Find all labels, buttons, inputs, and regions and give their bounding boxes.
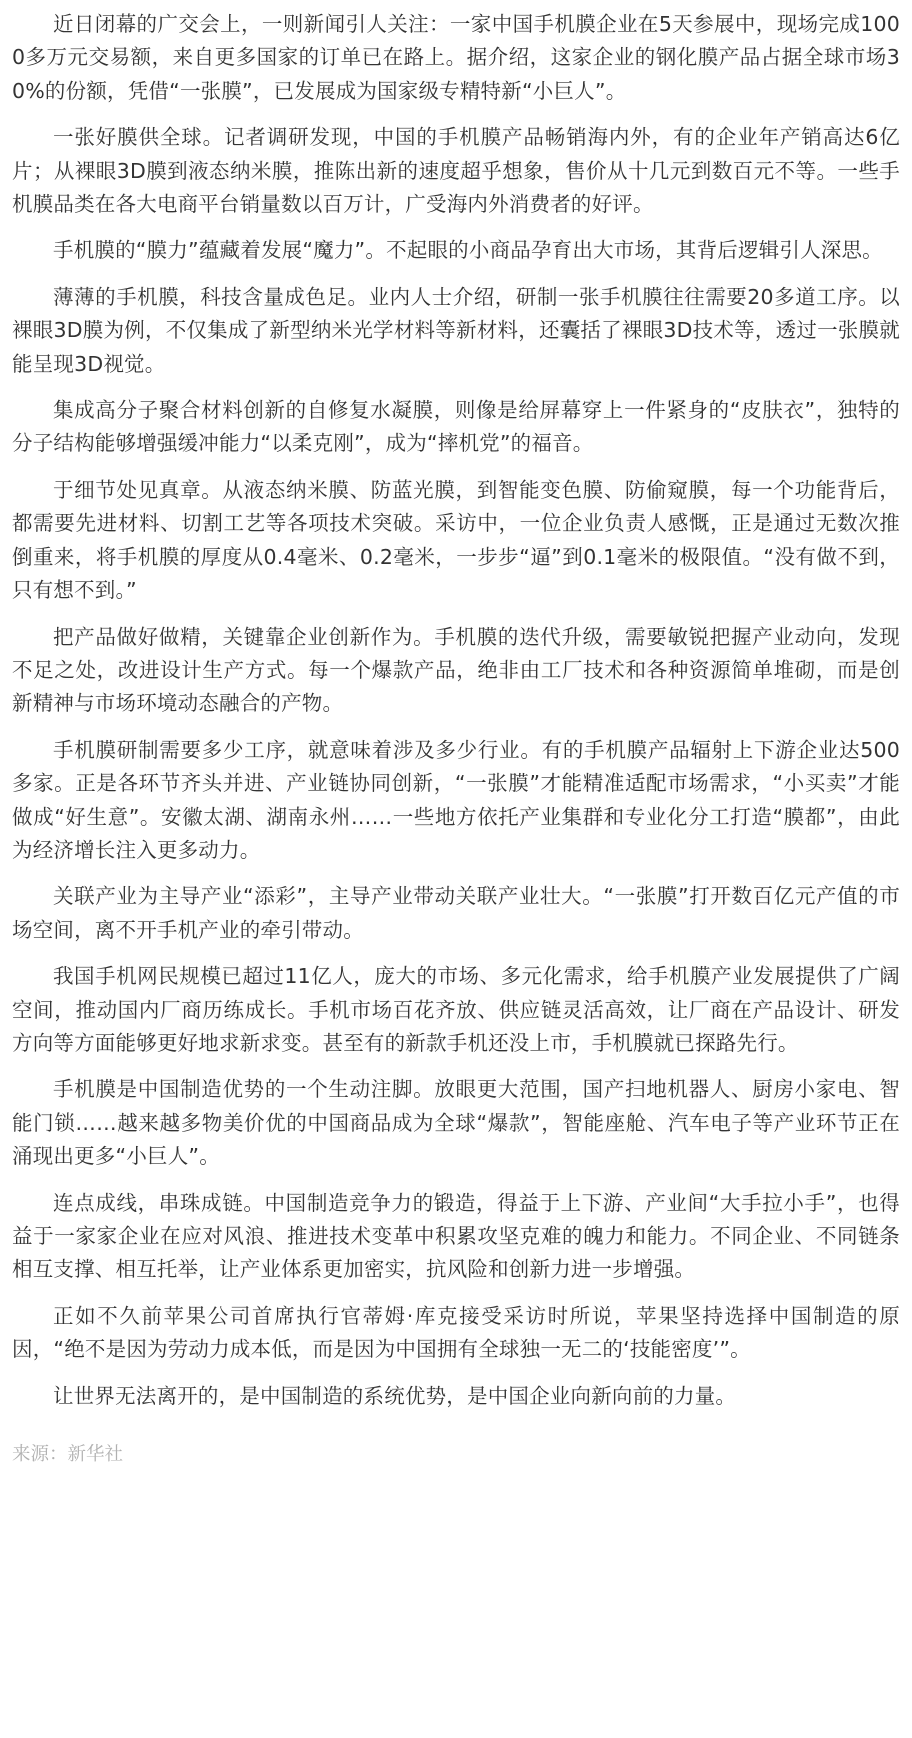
article-paragraph: 薄薄的手机膜，科技含量成色足。业内人士介绍，研制一张手机膜往往需要20多道工序。以裸眼3D膜为例，不仅集成了新型纳米光学材料等新材料，还囊括了裸眼3D技术等，透过一张膜就能呈现3D视觉。 [12,284,900,376]
article-paragraph: 手机膜的“膜力”蕴藏着发展“魔力”。不起眼的小商品孕育出大市场，其背后逻辑引人深思。 [53,238,883,263]
article-paragraph: 集成高分子聚合材料创新的自修复水凝膜，则像是给屏幕穿上一件紧身的“皮肤衣”，独特的分子结构能够增强缓冲能力“以柔克刚”，成为“摔机党”的福音。 [12,398,900,456]
article-paragraph: 手机膜是中国制造优势的一个生动注脚。放眼更大范围，国产扫地机器人、厨房小家电、智能门锁……越来越多物美价优的中国商品成为全球“爆款”，智能座舱、汽车电子等产业环节正在涌现出更多“小巨人”。 [12,1077,900,1169]
article-paragraph: 把产品做好做精，关键靠企业创新作为。手机膜的迭代升级，需要敏锐把握产业动向，发现不足之处，改进设计生产方式。每一个爆款产品，绝非由工厂技术和各种资源简单堆砌，而是创新精神与市场环境动态融合的产物。 [12,624,900,716]
article-paragraph: 我国手机网民规模已超过11亿人，庞大的市场、多元化需求，给手机膜产业发展提供了广阔空间，推动国内厂商历练成长。手机市场百花齐放、供应链灵活高效，让厂商在产品设计、研发方向等方面能够更好地求新求变。甚至有的新款手机还没上市，手机膜就已探路先行。 [12,964,900,1055]
article-paragraph: 近日闭幕的广交会上，一则新闻引人关注：一家中国手机膜企业在5天参展中，现场完成1000多万元交易额，来自更多国家的订单已在路上。据介绍，这家企业的钢化膜产品占据全球市场30%的份额，凭借“一张膜”，已发展成为国家级专精特新“小巨人”。 [12,12,900,103]
article-paragraph: 连点成线，串珠成链。中国制造竞争力的锻造，得益于上下游、产业间“大手拉小手”，也得益于一家家企业在应对风浪、推进技术变革中积累攻坚克难的魄力和能力。不同企业、不同链条相互支撑、相互托举，让产业体系更加密实，抗风险和创新力进一步增强。 [12,1190,900,1282]
article-paragraph: 让世界无法离开的，是中国制造的系统优势，是中国企业向新向前的力量。 [53,1383,737,1408]
article-paragraph: 于细节处见真章。从液态纳米膜、防蓝光膜，到智能变色膜、防偷窥膜，每一个功能背后，都需要先进材料、切割工艺等各项技术突破。采访中，一位企业负责人感慨，正是通过无数次推倒重来，将手机膜的厚度从0.4毫米、0.2毫米，一步步“逼”到0.1毫米的极限值。“没有做不到，只有想不到。” [12,477,900,603]
article-paragraph: 正如不久前苹果公司首席执行官蒂姆·库克接受采访时所说，苹果坚持选择中国制造的原因，“绝不是因为劳动力成本低，而是因为中国拥有全球独一无二的‘技能密度’”。 [12,1303,900,1362]
article-paragraph: 一张好膜供全球。记者调研发现，中国的手机膜产品畅销海内外，有的企业年产销高达6亿片；从裸眼3D膜到液态纳米膜，推陈出新的速度超乎想象，售价从十几元到数百元不等。一些手机膜品类在各大电商平台销量数以百万计，广受海内外消费者的好评。 [12,125,900,217]
article-paragraph: 关联产业为主导产业“添彩”，主导产业带动关联产业壮大。“一张膜”打开数百亿元产值的市场空间，离不开手机产业的牵引带动。 [12,884,900,942]
article-source: 来源：新华社 [12,1444,124,1466]
article-paragraph: 手机膜研制需要多少工序，就意味着涉及多少行业。有的手机膜产品辐射上下游企业达500多家。正是各环节齐头并进、产业链协同创新，“一张膜”才能精准适配市场需求，“小买卖”才能做成“好生意”。安徽太湖、湖南永州……一些地方依托产业集群和专业化分工打造“膜都”，由此为经济增长注入更多动力。 [12,737,900,862]
